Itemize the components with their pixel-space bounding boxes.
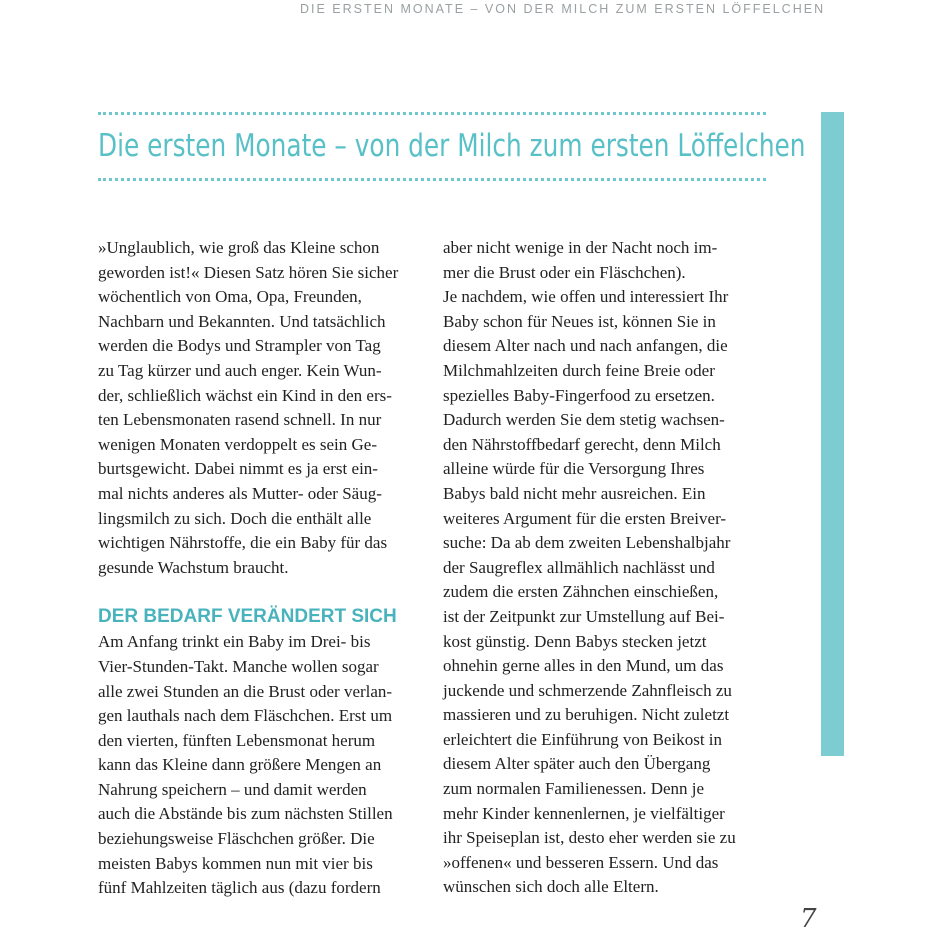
- section-paragraph: Am Anfang trinkt ein Baby im Drei- bis Vier-Stunden-Takt. Manche wollen sogar alle zwei Stunden an die Brust oder verlan- gen lauthals nach dem Fläschchen. Erst um den vierten, fünften Lebensmonat herum kann das Kleine dann größere Mengen an Nahrung speichern – und damit werden auch die Abstände bis zum nächsten Stillen beziehungsweise Fläschchen größer. Die meisten Babys kommen nun mit vier bis fünf Mahlzeiten täglich aus (dazu fordern: [98, 632, 393, 898]
- continued-paragraph: aber nicht wenige in der Nacht noch im- mer die Brust oder ein Fläschchen).: [443, 238, 718, 282]
- side-accent-bar: [821, 112, 844, 756]
- section-heading: DER BEDARF VERÄNDERT SICH: [98, 606, 397, 628]
- title-divider-bottom: [98, 178, 766, 181]
- running-header: DIE ERSTEN MONATE – VON DER MILCH ZUM ERSTEN LÖFFELCHEN: [300, 2, 826, 16]
- title-divider-top: [98, 112, 766, 115]
- left-text-column: [98, 236, 428, 901]
- beikost-paragraph: Je nachdem, wie offen und interessiert Ihr Baby schon für Neues ist, können Sie in diesem Alter nach und nach anfangen, die Milchmahlzeiten durch feine Breie oder spezielles Baby-Fingerfood zu ersetzen. Dadurch werden Sie dem stetig wachsen- den Nährstoffbedarf gerecht, denn Milch alleine würde für die Versorgung Ihres Babys bald nicht mehr ausreichen. Ein weiteres Argument für die ersten Breiver- suche: Da ab dem zweiten Lebenshalbjahr der Saugreflex allmählich nachlässt und zudem die ersten Zähnchen einschießen, ist der Zeitpunkt zur Umstellung auf Bei- kost günstig. Denn Babys stecken jetzt ohnehin gerne alles in den Mund, um das juckende und schmerzende Zahnfleisch zu massieren und zu beruhigen. Nicht zuletzt erleichtert die Einführung von Beikost in diesem Alter später auch den Übergang zum normalen Familienessen. Denn je mehr Kinder kennenlernen, je vielfältiger ihr Speiseplan ist, desto eher werden sie zu »offenen« und besseren Essern. Und das wünschen sich doch alle Eltern.: [443, 287, 736, 897]
- page-number: 7: [800, 904, 817, 934]
- intro-paragraph: »Unglaublich, wie groß das Kleine schon geworden ist!« Diesen Satz hören Sie sicher wöchentlich von Oma, Opa, Freunden, Nachbarn und Bekannten. Und tatsächlich werden die Bodys und Strampler von Tag zu Tag kürzer und auch enger. Kein Wun- der, schließlich wächst ein Kind in den ers- ten Lebensmonaten rasend schnell. In nur wenigen Monaten verdoppelt es sein Ge- burtsgewicht. Dabei nimmt es ja erst ein- mal nichts anderes als Mutter- oder Säug- lingsmilch zu sich. Doch die enthält alle wichtigen Nährstoffe, die ein Baby für das gesunde Wachstum braucht.: [98, 238, 399, 577]
- right-text-column: [443, 236, 773, 900]
- chapter-title: Die ersten Monate – von der Milch zum ersten Löffelchen: [98, 128, 806, 164]
